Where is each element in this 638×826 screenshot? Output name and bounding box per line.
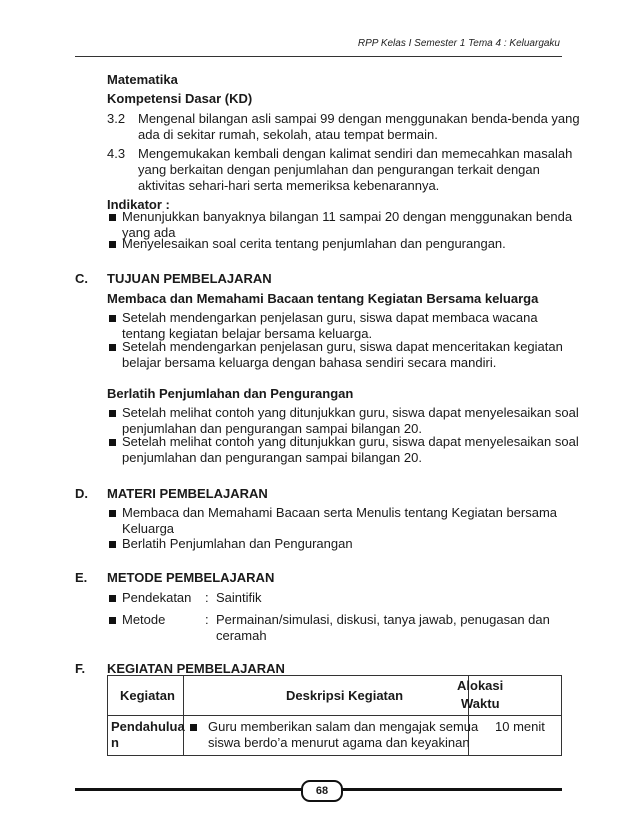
bullet-square-icon xyxy=(109,510,116,517)
table-row xyxy=(108,716,562,756)
indikator-line: Menyelesaikan soal cerita tentang penjumlahan dan pengurangan. xyxy=(122,236,506,251)
kd-line: ada di sekitar rumah, sekolah, atau tempat bermain. xyxy=(138,127,438,142)
subject-heading: Matematika xyxy=(107,72,178,87)
bullet-square-icon xyxy=(109,315,116,322)
indikator-line: yang ada xyxy=(122,225,176,240)
section-letter: E. xyxy=(75,570,88,585)
method-value: Saintifik xyxy=(216,590,262,605)
header-kegiatan-label: Kegiatan xyxy=(120,688,175,703)
cell-kegiatan xyxy=(108,716,184,756)
footer-rule xyxy=(338,788,562,791)
materi-line: Berlatih Penjumlahan dan Pengurangan xyxy=(122,536,353,551)
method-colon: : xyxy=(205,590,209,605)
running-header: RPP Kelas I Semester 1 Tema 4 : Keluargaku xyxy=(357,38,560,49)
section-title: KEGIATAN PEMBELAJARAN xyxy=(107,661,285,676)
cell-deskripsi xyxy=(184,716,479,756)
kd-heading: Kompetensi Dasar (KD) xyxy=(107,91,253,106)
header-deskripsi-label: Deskripsi Kegiatan xyxy=(286,688,404,703)
cell-waktu xyxy=(469,716,562,756)
cell-kegiatan-text: n xyxy=(111,735,119,750)
kd-line: aktivitas sehari-hari serta memeriksa kebenarannya. xyxy=(138,178,440,193)
header-deskripsi xyxy=(184,676,469,716)
bullet-square-icon xyxy=(190,724,197,731)
section-title: TUJUAN PEMBELAJARAN xyxy=(107,271,272,286)
objective-line: Setelah mendengarkan penjelasan guru, siswa dapat menceritakan kegiatan xyxy=(122,339,563,354)
objective-line: Setelah melihat contoh yang ditunjukkan guru, siswa dapat menyelesaikan soal xyxy=(122,434,579,449)
cell-deskripsi-text: Guru memberikan salam dan mengajak semua xyxy=(208,719,479,734)
section-letter: F. xyxy=(75,661,86,676)
indikator-heading: Indikator : xyxy=(107,197,170,212)
kegiatan-table xyxy=(107,675,562,756)
objective-line: penjumlahan dan pengurangan sampai bilangan 20. xyxy=(122,450,422,465)
header-waktu-label: Waktu xyxy=(461,696,500,711)
footer-rule xyxy=(75,788,303,791)
bullet-square-icon xyxy=(109,344,116,351)
objective-line: penjumlahan dan pengurangan sampai bilangan 20. xyxy=(122,421,422,436)
table-header-row xyxy=(108,676,562,716)
section-letter: C. xyxy=(75,271,88,286)
objective-line: tentang kegiatan belajar bersama keluarga. xyxy=(122,326,373,341)
kd-line: Mengemukakan kembali dengan kalimat sendiri dan memecahkan masalah xyxy=(138,146,573,161)
kd-number: 3.2 xyxy=(107,111,126,126)
objective-line: Setelah mendengarkan penjelasan guru, siswa dapat membaca wacana xyxy=(122,310,538,325)
header-kegiatan xyxy=(108,676,184,716)
bullet-square-icon xyxy=(109,439,116,446)
header-alokasi xyxy=(457,676,562,716)
materi-line: Keluarga xyxy=(122,521,175,536)
cell-kegiatan-text: Pendahulua xyxy=(111,719,185,734)
section-letter: D. xyxy=(75,486,88,501)
indikator-line: Menunjukkan banyaknya bilangan 11 sampai 20 dengan menggunakan benda xyxy=(122,209,573,224)
bullet-square-icon xyxy=(109,595,116,602)
section-title: MATERI PEMBELAJARAN xyxy=(107,486,268,501)
kd-number: 4.3 xyxy=(107,146,126,161)
subsection-title: Berlatih Penjumlahan dan Pengurangan xyxy=(107,386,354,401)
method-label: Metode xyxy=(122,612,166,627)
bullet-square-icon xyxy=(109,214,116,221)
bullet-square-icon xyxy=(109,241,116,248)
materi-line: Membaca dan Memahami Bacaan serta Menulis tentang Kegiatan bersama xyxy=(122,505,558,520)
objective-line: belajar bersama keluarga dengan bahasa sendiri secara mandiri. xyxy=(122,355,497,370)
header-rule xyxy=(75,56,562,57)
header-alokasi-label: Alokasi xyxy=(457,678,504,693)
page-number: 68 xyxy=(301,780,343,802)
kd-line: yang berkaitan dengan penjumlahan dan pengurangan terkait dengan xyxy=(138,162,540,177)
kd-line: Mengenal bilangan asli sampai 99 dengan menggunakan benda-benda yang xyxy=(138,111,580,126)
cell-waktu-text: 10 menit xyxy=(495,719,545,734)
bullet-square-icon xyxy=(109,617,116,624)
section-title: METODE PEMBELAJARAN xyxy=(107,570,275,585)
method-value: Permainan/simulasi, diskusi, tanya jawab, penugasan dan xyxy=(216,612,550,627)
objective-line: Setelah melihat contoh yang ditunjukkan guru, siswa dapat menyelesaikan soal xyxy=(122,405,579,420)
subsection-title: Membaca dan Memahami Bacaan tentang Kegiatan Bersama keluarga xyxy=(107,291,539,306)
method-colon: : xyxy=(205,612,209,627)
method-value: ceramah xyxy=(216,628,267,643)
bullet-square-icon xyxy=(109,410,116,417)
bullet-square-icon xyxy=(109,541,116,548)
method-label: Pendekatan xyxy=(122,590,192,605)
cell-deskripsi-text: siswa berdo’a menurut agama dan keyakinan xyxy=(208,735,470,750)
